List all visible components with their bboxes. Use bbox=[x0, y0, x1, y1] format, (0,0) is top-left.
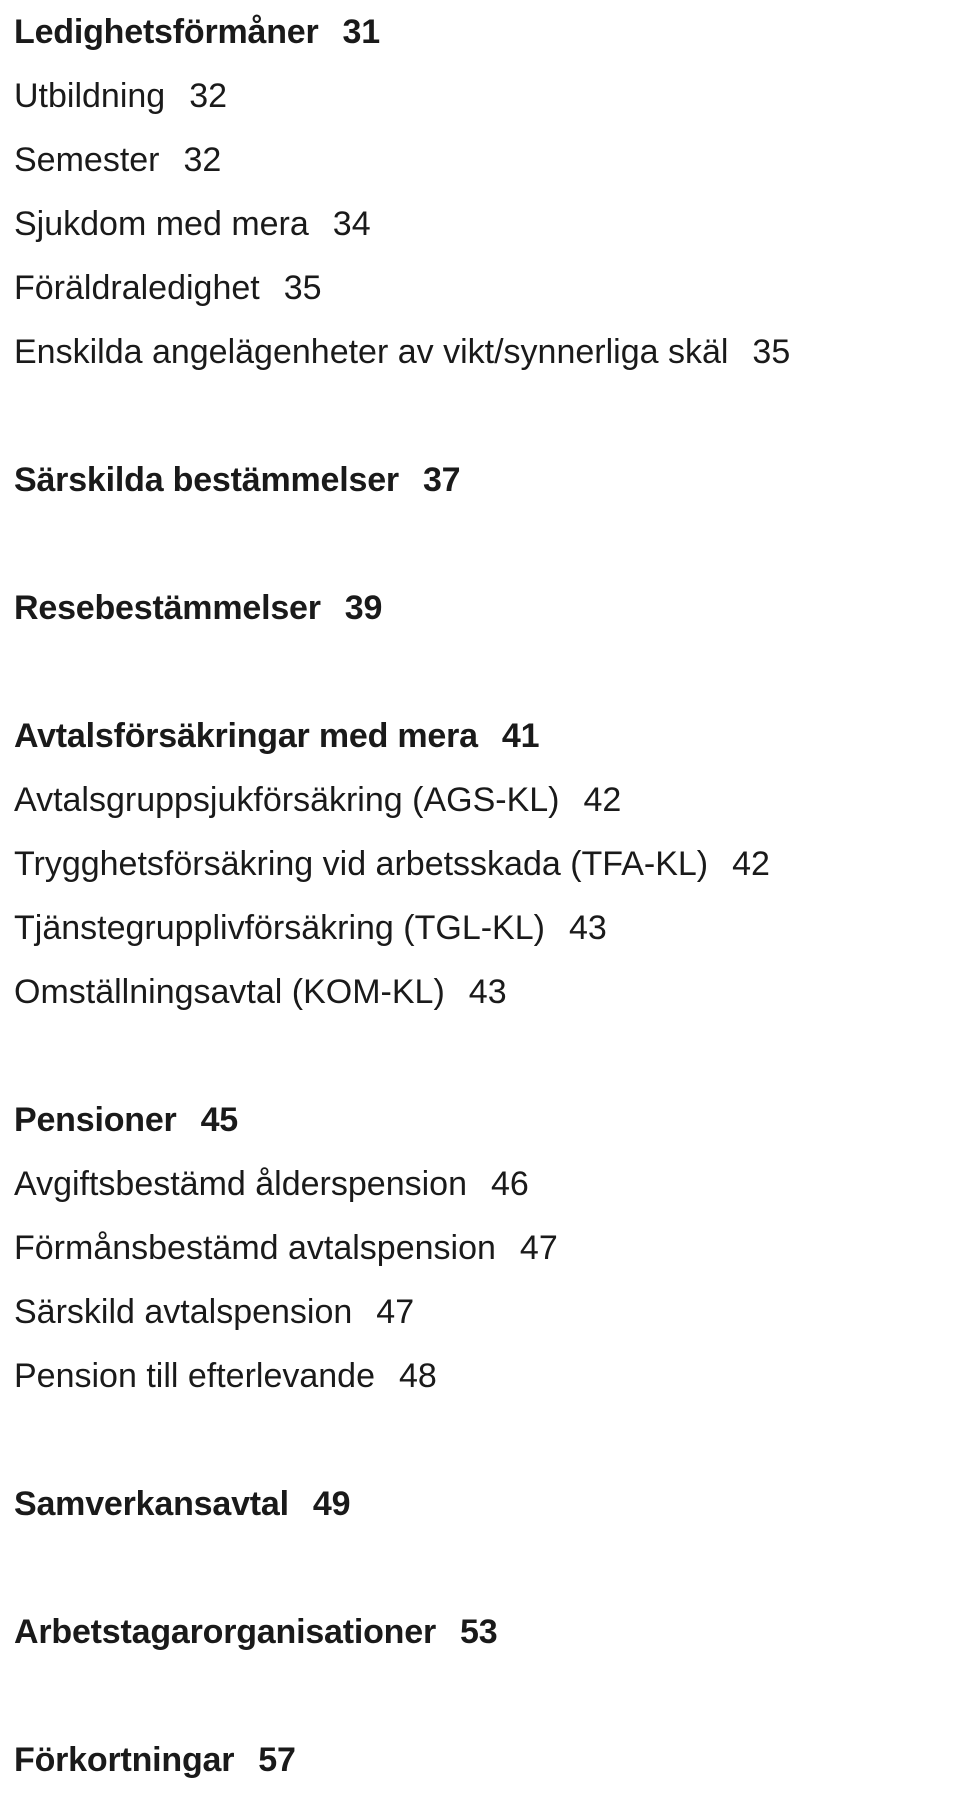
toc-item-page: 43 bbox=[468, 973, 507, 1011]
table-of-contents bbox=[14, 0, 954, 1792]
toc-item-page: 46 bbox=[490, 1165, 529, 1203]
toc-section-avtalsforsakringar bbox=[14, 704, 954, 1024]
toc-heading-title: Avtalsförsäkringar med mera bbox=[14, 717, 478, 755]
toc-item-page: 32 bbox=[189, 77, 228, 115]
toc-item-title: Föräldraledighet bbox=[14, 269, 260, 307]
toc-heading[interactable] bbox=[14, 704, 954, 768]
toc-item-page: 48 bbox=[399, 1357, 437, 1395]
toc-item-title: Sjukdom med mera bbox=[14, 205, 309, 243]
toc-item-page: 47 bbox=[376, 1293, 415, 1331]
toc-heading[interactable] bbox=[14, 1088, 954, 1152]
toc-heading-page: 37 bbox=[422, 461, 461, 499]
toc-item[interactable] bbox=[14, 960, 954, 1024]
toc-section-arbetstagarorganisationer bbox=[14, 1600, 954, 1664]
toc-heading[interactable] bbox=[14, 448, 954, 512]
toc-heading-title: Arbetstagarorganisationer bbox=[14, 1613, 436, 1651]
toc-item-title: Trygghetsförsäkring vid arbetsskada (TFA-KL) bbox=[14, 845, 709, 883]
toc-item[interactable] bbox=[14, 1280, 954, 1344]
toc-item[interactable] bbox=[14, 1344, 954, 1408]
section-spacer bbox=[14, 1664, 954, 1728]
toc-heading-title: Ledighetsförmåner bbox=[14, 13, 319, 51]
toc-item[interactable] bbox=[14, 256, 954, 320]
toc-item-page: 32 bbox=[183, 141, 222, 179]
toc-heading-page: 41 bbox=[501, 717, 540, 755]
toc-heading-page: 45 bbox=[200, 1101, 239, 1139]
section-spacer bbox=[14, 1408, 954, 1472]
toc-heading-title: Pensioner bbox=[14, 1101, 177, 1139]
toc-item-page: 35 bbox=[283, 269, 322, 307]
toc-section-samverkansavtal bbox=[14, 1472, 954, 1536]
toc-section-resebestammelser bbox=[14, 576, 954, 640]
toc-item[interactable] bbox=[14, 320, 954, 384]
toc-item-title: Utbildning bbox=[14, 77, 166, 115]
toc-item[interactable] bbox=[14, 192, 954, 256]
toc-section-pensioner bbox=[14, 1088, 954, 1408]
toc-item[interactable] bbox=[14, 896, 954, 960]
section-spacer bbox=[14, 1536, 954, 1600]
toc-item-title: Omställningsavtal (KOM-KL) bbox=[14, 973, 445, 1011]
toc-heading-title: Förkortningar bbox=[14, 1741, 235, 1779]
toc-item-title: Semester bbox=[14, 141, 160, 179]
toc-heading-page: 31 bbox=[342, 13, 380, 51]
section-spacer bbox=[14, 512, 954, 576]
toc-item[interactable] bbox=[14, 64, 954, 128]
toc-item-title: Särskild avtalspension bbox=[14, 1293, 353, 1331]
toc-item[interactable] bbox=[14, 128, 954, 192]
toc-heading[interactable] bbox=[14, 1472, 954, 1536]
toc-item-page: 34 bbox=[332, 205, 371, 243]
toc-heading[interactable] bbox=[14, 0, 954, 64]
toc-heading[interactable] bbox=[14, 1728, 954, 1792]
toc-item[interactable] bbox=[14, 768, 954, 832]
toc-item[interactable] bbox=[14, 1152, 954, 1216]
toc-item-page: 42 bbox=[732, 845, 770, 883]
toc-item-page: 43 bbox=[568, 909, 607, 947]
toc-item-title: Tjänstegrupplivförsäkring (TGL-KL) bbox=[14, 909, 545, 947]
toc-item[interactable] bbox=[14, 1216, 954, 1280]
toc-section-forkortningar bbox=[14, 1728, 954, 1792]
toc-item-title: Pension till efterlevande bbox=[14, 1357, 376, 1395]
toc-item[interactable] bbox=[14, 832, 954, 896]
toc-heading-title: Samverkansavtal bbox=[14, 1485, 289, 1523]
toc-heading-page: 49 bbox=[312, 1485, 351, 1523]
toc-item-page: 47 bbox=[519, 1229, 558, 1267]
section-spacer bbox=[14, 1024, 954, 1088]
toc-heading-page: 39 bbox=[344, 589, 383, 627]
toc-item-page: 42 bbox=[583, 781, 622, 819]
toc-heading[interactable] bbox=[14, 1600, 954, 1664]
toc-section-sarskilda-bestammelser bbox=[14, 448, 954, 512]
toc-item-title: Förmånsbestämd avtalspension bbox=[14, 1229, 496, 1267]
toc-item-page: 35 bbox=[752, 333, 791, 371]
toc-heading-page: 57 bbox=[258, 1741, 296, 1779]
toc-heading-page: 53 bbox=[460, 1613, 498, 1651]
toc-heading-title: Resebestämmelser bbox=[14, 589, 321, 627]
toc-heading[interactable] bbox=[14, 576, 954, 640]
section-spacer bbox=[14, 640, 954, 704]
toc-item-title: Avtalsgruppsjukförsäkring (AGS-KL) bbox=[14, 781, 560, 819]
toc-section-ledighetsformaner bbox=[14, 0, 954, 384]
toc-item-title: Enskilda angelägenheter av vikt/synnerliga skäl bbox=[14, 333, 729, 371]
toc-item-title: Avgiftsbestämd ålderspension bbox=[14, 1165, 467, 1203]
section-spacer bbox=[14, 384, 954, 448]
toc-heading-title: Särskilda bestämmelser bbox=[14, 461, 399, 499]
